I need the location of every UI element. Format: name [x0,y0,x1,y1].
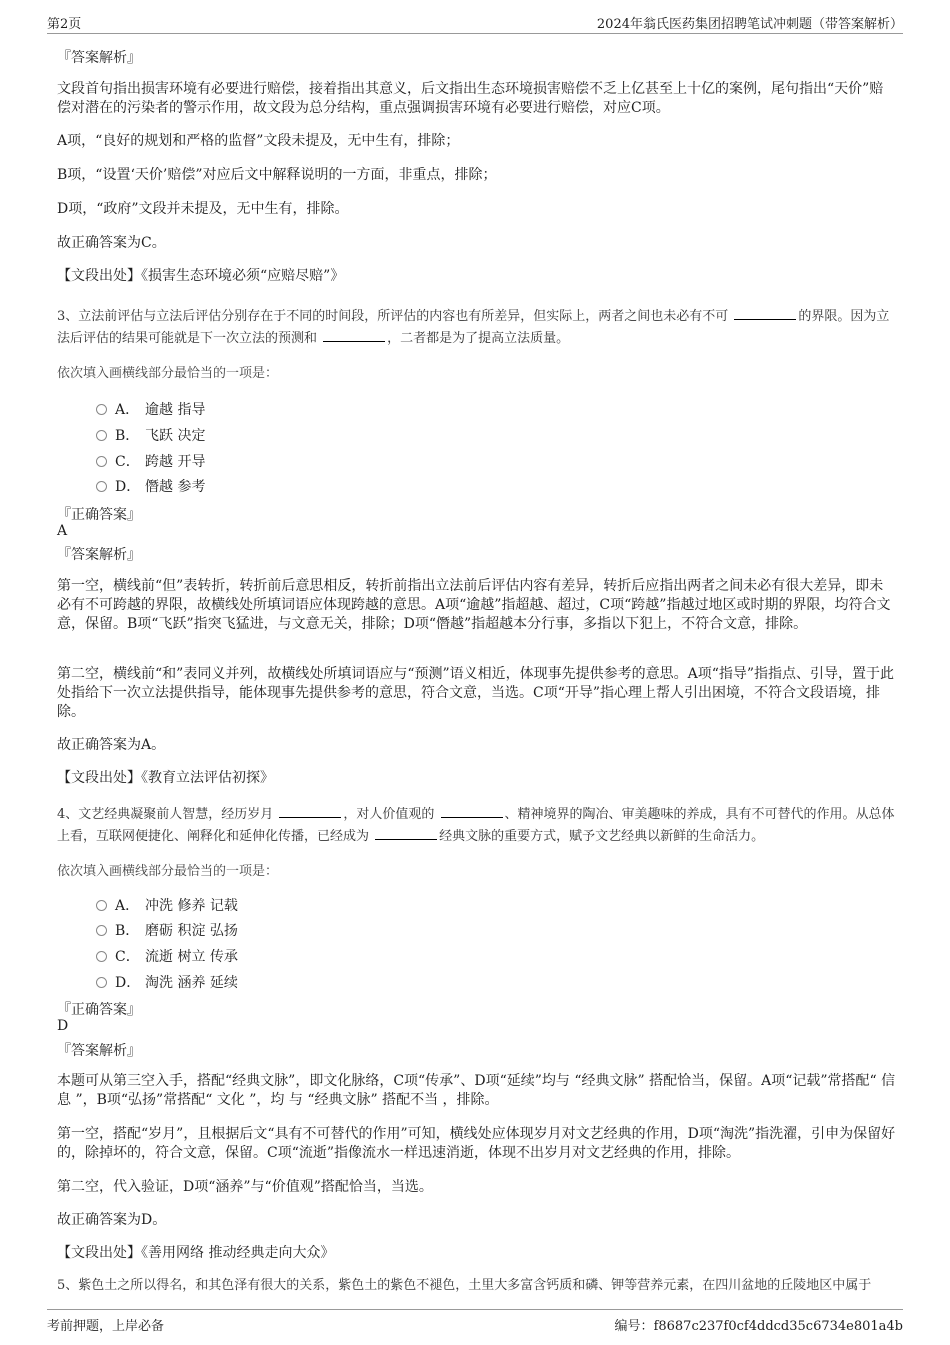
q3-source: 【文段出处】《教育立法评估初探》 [57,770,274,786]
blank-line [375,827,437,840]
q3-analysis-p2: 第二空，横线前“和”表同义并列，故横线处所填词语应与“预测”语义相近，体现事先提供参考的意思。A项“指导”指指点、引导，置于此处指给下一次立法提供指导，能体现事先提供参考的意思，符合文意，当选。C项“开导”指心理上帮人引出困境，不符合文段语境，排除。 [57,666,895,720]
page-footer [47,1309,903,1336]
q3-analysis-label: 『答案解析』 [57,547,141,563]
q3-option-c[interactable]: C． 跨越 开导 [96,451,205,471]
q2-analysis-p1: 文段首句指出损害环境有必要进行赔偿，接着指出其意义，后文指出生态环境损害赔偿不乏上亿甚至上十亿的案例，尾句指出“天价”赔偿对潜在的污染者的警示作用，故文段为总分结构，重点强调损害环境有必要进行赔偿，对应C项。 [57,81,884,116]
q4-analysis-p2: 第一空，搭配“岁月”，且根据后文“具有不可替代的作用”可知，横线处应体现岁月对文艺经典的作用，D项“淘洗”指洗濯，引申为保留好的，除掉坏的，符合文意，保留。C项“流逝”指像流水一样迅速消逝，体现不出岁月对文艺经典的作用，排除。 [57,1126,896,1161]
q4-instruction: 依次填入画横线部分最恰当的一项是： [57,864,279,879]
q4-source: 【文段出处】《善用网络 推动经典走向大众》 [57,1245,335,1261]
q4-option-b[interactable]: B． 磨砺 积淀 弘扬 [96,920,238,940]
document-id: 编号：f8687c237f0cf4ddcd35c6734e801a4b [614,1319,903,1334]
blank-line [323,329,385,342]
q4-analysis-p3: 第二空，代入验证，D项“涵养”与“价值观”搭配恰当，当选。 [57,1179,433,1195]
q4-option-d[interactable]: D． 淘洗 涵养 延续 [96,972,238,992]
q2-source: 【文段出处】《损害生态环境必须“应赔尽赔”》 [57,268,345,284]
q4-analysis-p1: 本题可从第三空入手，搭配“经典文脉”，即文化脉络，C项“传承”、D项“延续”均与 “经典文脉” 搭配恰当，保留。A项“记载”常搭配“ 信息 ”，B项“弘扬”常搭配“ 文化 ”，均 与 “经典文脉” 搭配不当 ，排除。 [57,1073,896,1108]
q4-option-a[interactable]: A． 冲洗 修养 记载 [96,895,238,915]
q3-option-a[interactable]: A． 逾越 指导 [96,399,205,419]
radio-icon[interactable] [96,951,107,962]
q2-analysis-p5: 故正确答案为C。 [57,235,166,251]
radio-icon[interactable] [96,925,107,936]
q3-option-b[interactable]: B． 飞跃 决定 [96,425,205,445]
radio-icon[interactable] [96,430,107,441]
page-header [47,13,903,34]
q3-analysis-p1: 第一空，横线前“但”表转折，转折前后意思相反，转折前指出立法前后评估内容有差异，转折后应指出两者之间未必有很大差异，即未必有不可跨越的界限，故横线处所填词语应体现跨越的意思。A项“逾越”指超越、超过，C项“跨越”指越过地区或时期的界限，均符合文意，保留。B项“飞跃”指突飞猛进，与文意无关，排除；D项“僭越”指超越本分行事，多指以下犯上，不符合文意，排除。 [57,578,891,632]
q4-analysis-label: 『答案解析』 [57,1043,141,1059]
page-number: 第2页 [47,17,82,32]
radio-icon[interactable] [96,900,107,911]
q3-correct-answer: A [57,523,68,539]
q2-analysis-label: 『答案解析』 [57,50,141,66]
q4-correct-answer: D [57,1018,69,1034]
footer-slogan: 考前押题，上岸必备 [47,1319,165,1334]
blank-line [441,805,503,818]
blank-line [279,805,341,818]
q2-analysis-p4: D项，“政府”文段并未提及，无中生有，排除。 [57,201,349,217]
q2-analysis-p2: A项，“良好的规划和严格的监督”文段未提及，无中生有，排除； [57,133,460,149]
q4-correct-label: 『正确答案』 [57,1002,141,1018]
q4-option-c[interactable]: C． 流逝 树立 传承 [96,946,238,966]
q2-analysis-p3: B项，“设置‘天价’赔偿”对应后文中解释说明的一方面，非重点，排除； [57,167,497,183]
q5-stem: 5、紫色土之所以得名，和其色泽有很大的关系，紫色土的紫色不褪色，土里大多富含钙质和磷、钾等营养元素，在四川盆地的丘陵地区中属于 [57,1278,872,1293]
blank-line [734,307,796,320]
radio-icon[interactable] [96,404,107,415]
radio-icon[interactable] [96,977,107,988]
document-title: 2024年翁氏医药集团招聘笔试冲刺题（带答案解析） [596,17,903,32]
q3-instruction: 依次填入画横线部分最恰当的一项是： [57,366,279,381]
q3-correct-label: 『正确答案』 [57,507,141,523]
q3-stem: 3、立法前评估与立法后评估分别存在于不同的时间段，所评估的内容也有所差异，但实际上，两者之间也未必有不可 的界限。因为立法后评估的结果可能就是下一次立法的预测和 ，二者都是为了提高立法质量。 [57,309,890,346]
radio-icon[interactable] [96,456,107,467]
q3-option-d[interactable]: D． 僭越 参考 [96,476,205,496]
radio-icon[interactable] [96,481,107,492]
q4-stem: 4、文艺经典凝聚前人智慧，经历岁月 ，对人价值观的 、精神境界的陶冶、审美趣味的养成，具有不可替代的作用。从总体上看，互联网便捷化、阐释化和延伸化传播，已经成为 经典文脉的重要方式，赋予文艺经典以新鲜的生命活力。 [57,807,895,844]
q4-analysis-p4: 故正确答案为D。 [57,1212,167,1228]
q3-analysis-p3: 故正确答案为A。 [57,737,166,753]
